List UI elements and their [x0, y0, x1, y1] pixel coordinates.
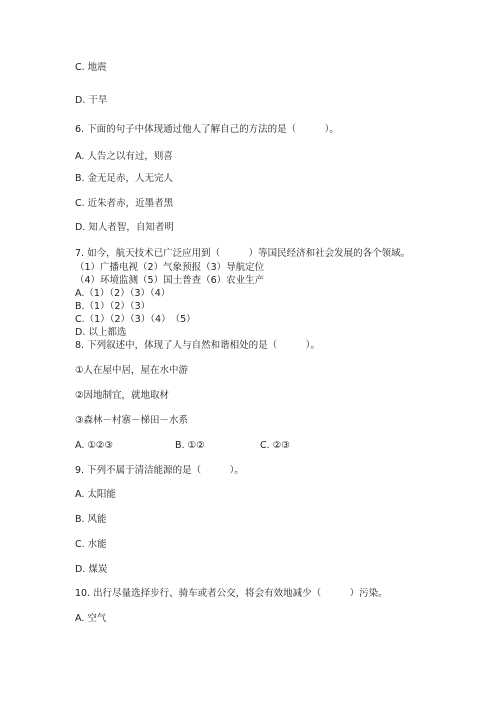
q8-option-b: B. ①②	[175, 440, 205, 451]
q9-option-a: A. 太阳能	[75, 489, 116, 500]
q9-stem: 9. 下列不属于清洁能源的是（ ）。	[75, 465, 244, 476]
q8-option-c: C. ②③	[260, 440, 290, 451]
q6-option-c: C. 近朱者赤，近墨者黑	[75, 198, 174, 209]
q7-list-line-1: （1）广播电视（2）气象预报（3）导航定位	[75, 262, 265, 273]
q10-option-a: A. 空气	[75, 613, 107, 624]
q9-option-c: C. 水能	[75, 539, 107, 550]
q10-stem: 10. 出行尽量选择步行、骑车或者公交，将会有效地减少（ ）污染。	[75, 588, 388, 599]
q5-option-d: D. 干旱	[75, 95, 108, 106]
q6-option-d: D. 知人者智，自知者明	[75, 222, 174, 233]
q7-option-c: C.（1）（2）（3）（4） （5）	[75, 314, 196, 325]
q7-option-a: A.（1）（2）（3）（4）	[75, 288, 171, 299]
q8-item-3: ③森林－村寨－梯田－水系	[75, 415, 189, 426]
q7-option-d: D. 以上都选	[75, 327, 127, 338]
q9-option-d: D. 煤炭	[75, 564, 108, 575]
q7-stem: 7. 如今，航天技术已广泛应用到（ ）等国民经济和社会发展的各个领域。	[75, 248, 411, 259]
q8-item-1: ①人在屋中居，屋在水中游	[75, 365, 189, 376]
q5-option-c: C. 地震	[75, 62, 107, 73]
q8-option-a: A. ①②③	[75, 440, 113, 451]
q8-item-2: ②因地制宜，就地取材	[75, 390, 170, 401]
q6-stem: 6. 下面的句子中体现通过他人了解自己的方法的是（ ）。	[75, 124, 339, 135]
q7-list-line-2: （4）环境监测（5）国土普查（6）农业生产	[75, 275, 265, 286]
q9-option-b: B. 风能	[75, 514, 107, 525]
q6-option-a: A. 人告之以有过，则喜	[75, 151, 173, 162]
q7-option-b: B.（1）（2）（3）	[75, 301, 151, 312]
q6-option-b: B. 金无足赤，人无完人	[75, 173, 174, 184]
q8-stem: 8. 下列叙述中，体现了人与自然和谐相处的是（ ）。	[75, 340, 320, 351]
